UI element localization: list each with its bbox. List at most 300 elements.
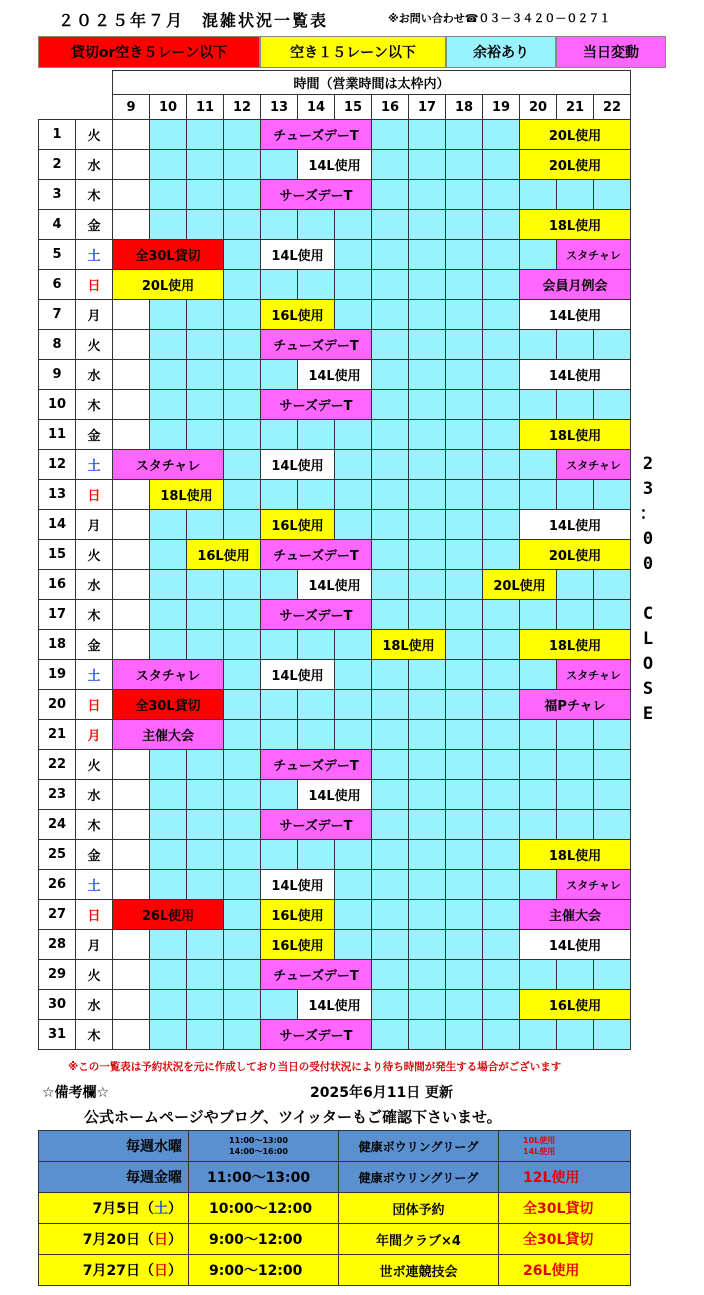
time-slot: [150, 510, 187, 540]
day-number: 25: [39, 840, 76, 870]
time-slot: [261, 150, 298, 180]
time-slot: [483, 900, 520, 930]
time-slot: [483, 1020, 520, 1050]
close-char: L: [642, 629, 654, 649]
time-slot: [224, 120, 261, 150]
time-slot: [446, 480, 483, 510]
time-slot: [520, 450, 557, 480]
time-slot: [520, 660, 557, 690]
time-slot: [409, 390, 446, 420]
time-slot: [594, 600, 631, 630]
time-slot: [113, 840, 150, 870]
hour-header: 22: [594, 95, 631, 120]
time-slot: [483, 690, 520, 720]
time-slot: [446, 720, 483, 750]
schedule-event: 主催大会: [113, 720, 224, 750]
weekday: 水: [76, 990, 113, 1020]
time-slot: [409, 450, 446, 480]
time-slot: [483, 990, 520, 1020]
time-slot: [594, 720, 631, 750]
time-slot: [335, 450, 372, 480]
day-row: [39, 840, 631, 870]
schedule-event: 14L使用: [298, 780, 372, 810]
schedule-event: 16L使用: [520, 990, 631, 1020]
time-slot: [409, 420, 446, 450]
schedule-event: チューズデーT: [261, 960, 372, 990]
time-slot: [446, 150, 483, 180]
time-slot: [409, 1020, 446, 1050]
time-slot: [372, 720, 409, 750]
close-char: C: [642, 604, 654, 624]
weekday: 日: [76, 270, 113, 300]
time-slot: [409, 510, 446, 540]
time-slot: [594, 180, 631, 210]
remark-date: 7月5日（土）: [39, 1193, 189, 1224]
day-row: [39, 990, 631, 1020]
time-slot: [372, 450, 409, 480]
close-char: 0: [642, 529, 654, 549]
time-slot: [113, 600, 150, 630]
close-char: O: [642, 654, 654, 674]
time-slot: [446, 900, 483, 930]
time-slot: [335, 870, 372, 900]
time-slot: [594, 330, 631, 360]
schedule-event: サーズデーT: [261, 810, 372, 840]
time-slot: [520, 240, 557, 270]
time-slot: [483, 120, 520, 150]
schedule-event: 16L使用: [261, 900, 335, 930]
time-slot: [335, 900, 372, 930]
schedule-event: 14L使用: [261, 450, 335, 480]
hour-header: 19: [483, 95, 520, 120]
time-slot: [446, 690, 483, 720]
contact-phone: ※お問い合わせ☎０３－３４２０－０２７１: [388, 12, 611, 25]
time-slot: [446, 660, 483, 690]
time-slot: [113, 960, 150, 990]
time-slot: [409, 570, 446, 600]
time-slot: [150, 990, 187, 1020]
time-slot: [298, 840, 335, 870]
time-slot: [113, 480, 150, 510]
time-slot: [483, 330, 520, 360]
time-slot: [224, 150, 261, 180]
close-char: 3: [642, 479, 654, 499]
time-slot: [335, 930, 372, 960]
time-slot: [224, 360, 261, 390]
weekday: 火: [76, 960, 113, 990]
time-slot: [594, 810, 631, 840]
day-number: 6: [39, 270, 76, 300]
time-slot: [335, 720, 372, 750]
time-slot: [224, 900, 261, 930]
time-slot: [409, 180, 446, 210]
time-slot: [483, 870, 520, 900]
time-slot: [520, 720, 557, 750]
day-number: 8: [39, 330, 76, 360]
schedule-event: チューズデーT: [261, 120, 372, 150]
day-row: [39, 150, 631, 180]
time-slot: [446, 870, 483, 900]
weekday: 月: [76, 720, 113, 750]
time-slot: [372, 300, 409, 330]
schedule-event: チューズデーT: [261, 540, 372, 570]
time-slot: [113, 930, 150, 960]
time-slot: [557, 750, 594, 780]
weekday: 火: [76, 120, 113, 150]
time-slot: [557, 600, 594, 630]
schedule-event: スタチャレ: [557, 660, 631, 690]
weekday: 木: [76, 810, 113, 840]
weekday: 金: [76, 420, 113, 450]
time-slot: [150, 810, 187, 840]
close-char: E: [642, 704, 654, 724]
schedule-event: サーズデーT: [261, 600, 372, 630]
time-slot: [483, 270, 520, 300]
time-slot: [520, 600, 557, 630]
time-slot: [261, 690, 298, 720]
time-slot: [224, 570, 261, 600]
day-number: 31: [39, 1020, 76, 1050]
time-slot: [224, 660, 261, 690]
time-slot: [113, 570, 150, 600]
remark-time: 11:00～13:00: [189, 1162, 339, 1193]
day-number: 3: [39, 180, 76, 210]
time-slot: [520, 330, 557, 360]
time-slot: [224, 240, 261, 270]
time-slot: [113, 300, 150, 330]
time-slot: [446, 600, 483, 630]
time-slot: [187, 870, 224, 900]
schedule-event: スタチャレ: [113, 660, 224, 690]
weekday: 木: [76, 180, 113, 210]
time-slot: [446, 180, 483, 210]
time-slot: [372, 510, 409, 540]
hour-header: 11: [187, 95, 224, 120]
time-slot: [372, 930, 409, 960]
time-slot: [224, 780, 261, 810]
time-slot: [483, 420, 520, 450]
time-slot: [113, 990, 150, 1020]
time-slot: [187, 930, 224, 960]
schedule-table: [38, 70, 631, 1050]
time-slot: [372, 660, 409, 690]
time-slot: [113, 330, 150, 360]
time-slot: [335, 480, 372, 510]
schedule-event: チューズデーT: [261, 330, 372, 360]
remark-time: 9:00～12:00: [189, 1255, 339, 1286]
time-slot: [113, 870, 150, 900]
time-slot: [150, 600, 187, 630]
remarks-table: [38, 1130, 631, 1286]
close-char: [643, 577, 653, 602]
hour-header: 14: [298, 95, 335, 120]
weekday: 水: [76, 780, 113, 810]
time-slot: [224, 870, 261, 900]
time-slot: [187, 1020, 224, 1050]
time-slot: [409, 930, 446, 960]
time-slot: [557, 480, 594, 510]
remark-time: 11:00～13:00 14:00～16:00: [189, 1131, 339, 1162]
time-slot: [113, 540, 150, 570]
time-slot: [409, 870, 446, 900]
time-slot: [372, 180, 409, 210]
time-slot: [298, 630, 335, 660]
time-slot: [372, 240, 409, 270]
time-slot: [224, 690, 261, 720]
time-slot: [409, 480, 446, 510]
time-slot: [224, 180, 261, 210]
time-slot: [557, 330, 594, 360]
schedule-event: 26L使用: [113, 900, 224, 930]
weekday: 火: [76, 330, 113, 360]
remark-use: 全30L貸切: [499, 1193, 631, 1224]
time-slot: [335, 420, 372, 450]
weekday: 日: [76, 480, 113, 510]
day-number: 28: [39, 930, 76, 960]
time-slot: [483, 930, 520, 960]
time-slot: [409, 150, 446, 180]
schedule-event: 全30L貸切: [113, 240, 224, 270]
time-slot: [335, 240, 372, 270]
time-slot: [261, 210, 298, 240]
time-slot: [372, 900, 409, 930]
time-slot: [187, 630, 224, 660]
time-slot: [187, 360, 224, 390]
time-slot: [446, 450, 483, 480]
time-slot: [261, 630, 298, 660]
schedule-event: 主催大会: [520, 900, 631, 930]
time-slot: [409, 900, 446, 930]
remark-row: [39, 1162, 631, 1193]
schedule-event: 会員月例会: [520, 270, 631, 300]
day-number: 9: [39, 360, 76, 390]
time-slot: [113, 120, 150, 150]
weekday: 月: [76, 510, 113, 540]
remarks-title: ☆備考欄☆: [42, 1085, 110, 1101]
schedule-event: 14L使用: [520, 930, 631, 960]
time-slot: [372, 1020, 409, 1050]
time-slot: [224, 390, 261, 420]
day-number: 26: [39, 870, 76, 900]
time-slot: [446, 810, 483, 840]
time-slot: [261, 780, 298, 810]
weekday: 土: [76, 450, 113, 480]
time-slot: [335, 840, 372, 870]
day-number: 7: [39, 300, 76, 330]
time-slot: [446, 570, 483, 600]
time-slot: [446, 930, 483, 960]
remark-row: [39, 1131, 631, 1162]
time-slot: [557, 390, 594, 420]
time-slot: [483, 480, 520, 510]
time-slot: [594, 750, 631, 780]
time-slot: [187, 150, 224, 180]
time-slot: [372, 120, 409, 150]
time-slot: [187, 510, 224, 540]
remark-row: [39, 1255, 631, 1286]
time-slot: [261, 990, 298, 1020]
time-slot: [187, 780, 224, 810]
schedule-event: 14L使用: [298, 360, 372, 390]
time-slot: [113, 390, 150, 420]
weekday: 火: [76, 750, 113, 780]
schedule-event: 20L使用: [113, 270, 224, 300]
remark-use: 26L使用: [499, 1255, 631, 1286]
time-slot: [483, 720, 520, 750]
time-slot: [446, 630, 483, 660]
weekday: 木: [76, 600, 113, 630]
time-slot: [261, 720, 298, 750]
legend-variable: 当日変動: [556, 36, 666, 68]
day-row: [39, 450, 631, 480]
day-number: 2: [39, 150, 76, 180]
schedule-event: 16L使用: [187, 540, 261, 570]
page-title: ２０２５年７月 混雑状況一覧表: [58, 11, 329, 30]
weekday: 土: [76, 660, 113, 690]
time-slot: [224, 300, 261, 330]
time-slot: [409, 210, 446, 240]
remark-date: 7月27日（日）: [39, 1255, 189, 1286]
day-row: [39, 870, 631, 900]
day-row: [39, 690, 631, 720]
schedule-event: 14L使用: [520, 360, 631, 390]
time-slot: [150, 750, 187, 780]
time-slot: [113, 780, 150, 810]
time-slot: [113, 630, 150, 660]
schedule-event: 20L使用: [520, 150, 631, 180]
time-slot: [224, 630, 261, 660]
weekday: 金: [76, 630, 113, 660]
time-slot: [187, 210, 224, 240]
time-slot: [446, 240, 483, 270]
time-slot: [298, 420, 335, 450]
time-slot: [483, 630, 520, 660]
day-number: 23: [39, 780, 76, 810]
schedule-event: 20L使用: [520, 120, 631, 150]
day-number: 27: [39, 900, 76, 930]
close-char: 2: [642, 454, 654, 474]
time-slot: [150, 360, 187, 390]
time-slot: [224, 960, 261, 990]
remark-day: 毎週金曜: [39, 1162, 189, 1193]
day-number: 11: [39, 420, 76, 450]
time-slot: [520, 390, 557, 420]
remark-use: 10L使用 14L使用: [499, 1131, 631, 1162]
time-slot: [446, 390, 483, 420]
time-slot: [187, 420, 224, 450]
time-slot: [150, 540, 187, 570]
time-slot: [372, 750, 409, 780]
time-slot: [483, 750, 520, 780]
time-slot: [150, 930, 187, 960]
time-slot: [520, 810, 557, 840]
disclaimer-note: ※この一覧表は予約状況を元に作成しており当日の受付状況により待ち時間が発生する場合がございます: [68, 1061, 562, 1073]
time-slot: [224, 270, 261, 300]
time-slot: [150, 300, 187, 330]
time-slot: [446, 270, 483, 300]
schedule-event: 14L使用: [261, 870, 335, 900]
day-number: 1: [39, 120, 76, 150]
remark-time: 10:00～12:00: [189, 1193, 339, 1224]
time-slot: [224, 750, 261, 780]
time-slot: [594, 570, 631, 600]
schedule-event: 14L使用: [298, 990, 372, 1020]
time-slot: [594, 1020, 631, 1050]
schedule-event: 16L使用: [261, 300, 335, 330]
day-row: [39, 420, 631, 450]
schedule-event: スタチャレ: [557, 450, 631, 480]
time-slot: [224, 450, 261, 480]
time-slot: [113, 1020, 150, 1050]
hour-header: 10: [150, 95, 187, 120]
time-slot: [113, 750, 150, 780]
close-time-label: [636, 452, 660, 727]
day-row: [39, 960, 631, 990]
time-slot: [446, 780, 483, 810]
time-slot: [261, 570, 298, 600]
schedule-event: 14L使用: [298, 570, 372, 600]
time-slot: [372, 960, 409, 990]
weekday: 金: [76, 210, 113, 240]
hour-header: 9: [113, 95, 150, 120]
time-slot: [113, 810, 150, 840]
time-slot: [557, 780, 594, 810]
day-number: 19: [39, 660, 76, 690]
day-number: 20: [39, 690, 76, 720]
time-slot: [113, 180, 150, 210]
day-row: [39, 750, 631, 780]
time-slot: [187, 840, 224, 870]
time-slot: [446, 990, 483, 1020]
time-slot: [298, 720, 335, 750]
day-number: 12: [39, 450, 76, 480]
remark-use: 12L使用: [499, 1162, 631, 1193]
time-slot: [557, 1020, 594, 1050]
time-slot: [409, 600, 446, 630]
day-row: [39, 720, 631, 750]
schedule-event: スタチャレ: [113, 450, 224, 480]
time-slot: [261, 360, 298, 390]
day-number: 15: [39, 540, 76, 570]
day-row: [39, 180, 631, 210]
weekday: 木: [76, 1020, 113, 1050]
day-row: [39, 360, 631, 390]
time-slot: [483, 840, 520, 870]
legend-available: 余裕あり: [446, 36, 556, 68]
schedule-event: 18L使用: [520, 840, 631, 870]
time-slot: [335, 510, 372, 540]
time-slot: [224, 480, 261, 510]
day-row: [39, 270, 631, 300]
time-slot: [187, 960, 224, 990]
time-slot: [224, 930, 261, 960]
remark-event: 団体予約: [339, 1193, 499, 1224]
day-row: [39, 210, 631, 240]
time-slot: [298, 210, 335, 240]
time-slot: [557, 180, 594, 210]
time-slot: [187, 810, 224, 840]
weekday: 土: [76, 870, 113, 900]
hour-header: 20: [520, 95, 557, 120]
time-slot: [224, 990, 261, 1020]
remark-event: 健康ボウリングリーグ: [339, 1131, 499, 1162]
time-slot: [557, 810, 594, 840]
time-slot: [187, 330, 224, 360]
time-slot: [409, 330, 446, 360]
day-row: [39, 630, 631, 660]
time-slot: [150, 960, 187, 990]
time-slot: [224, 810, 261, 840]
